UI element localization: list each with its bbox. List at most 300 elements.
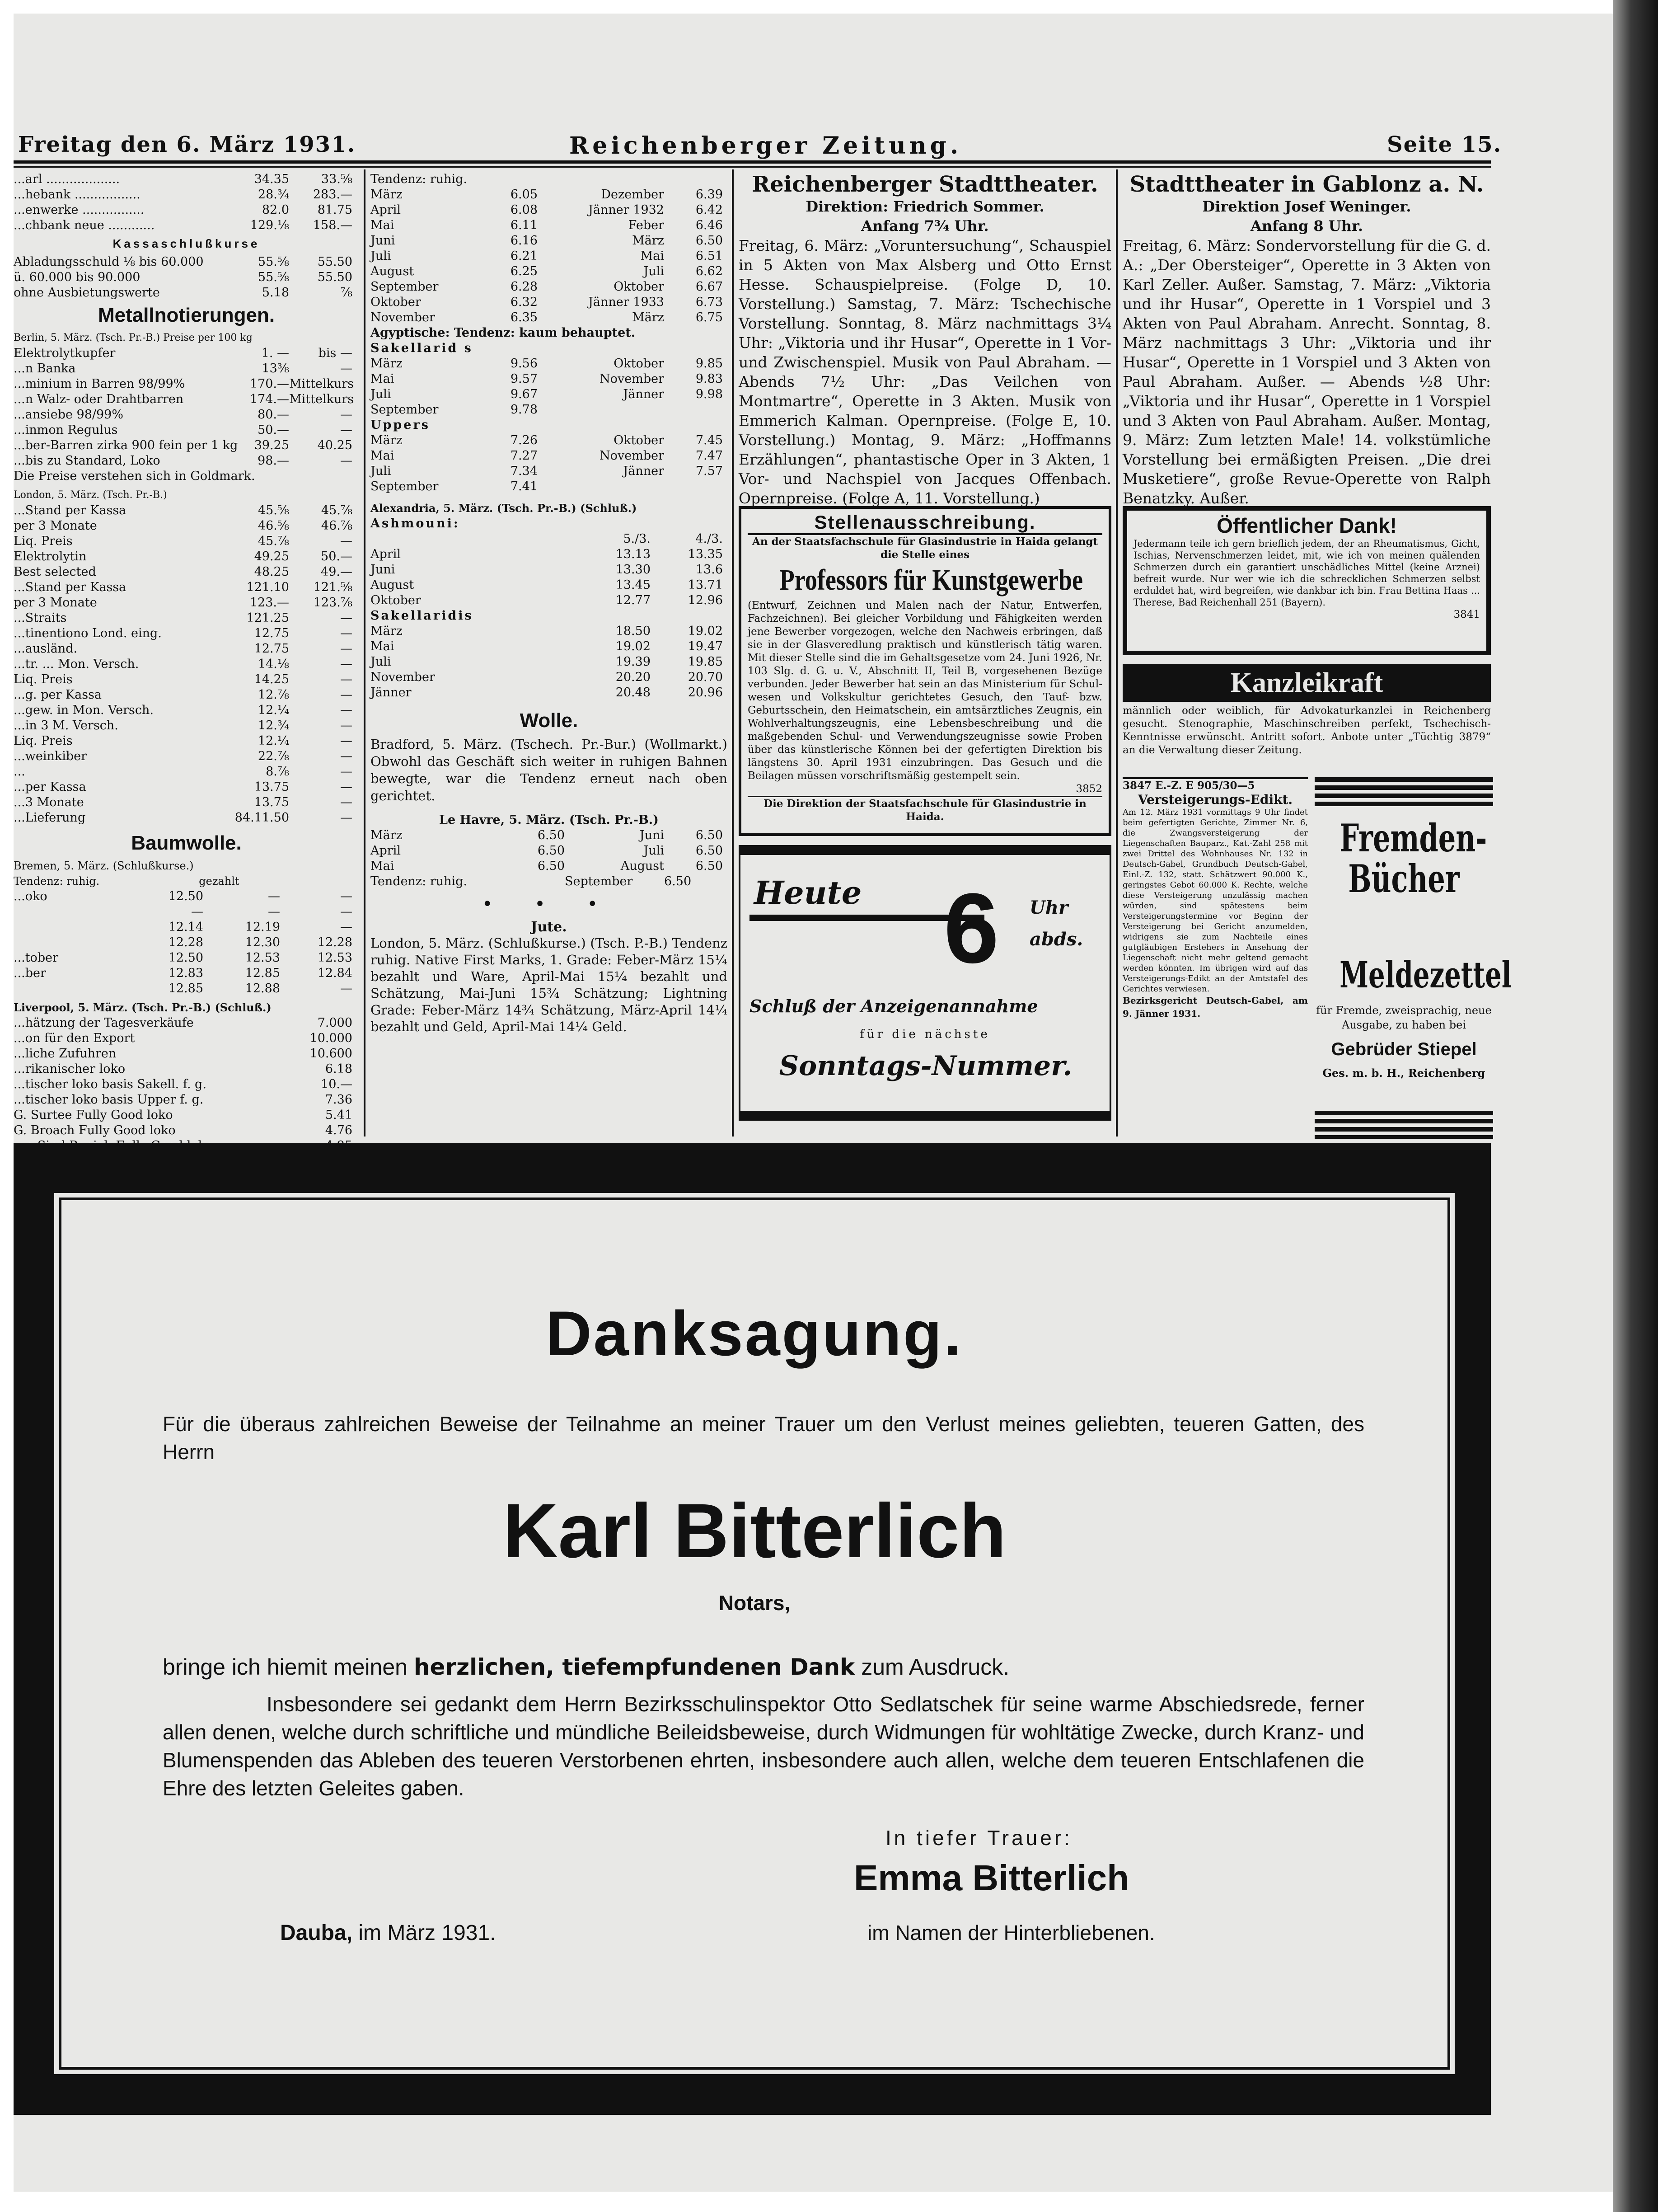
cell-a: 170.— (249, 377, 289, 391)
column-theater-reichenberg (739, 172, 1111, 508)
danksagung-ad (54, 1193, 1455, 2074)
cell-label: ...3 Monate (14, 795, 84, 809)
ad-uhr: Uhr abds. (1030, 897, 1083, 950)
ad-sonntag: Sonntags-Nummer. (779, 1050, 1073, 1082)
market-row (370, 371, 727, 387)
job-intro: An der Staatsfachschule für Glasindustrie in Haida gelangt die Stelle eines (752, 535, 1098, 561)
cell-b: 12.96 (688, 593, 723, 607)
deadline-ad-bottom-bar (740, 1111, 1110, 1119)
theater2-director: Direktion Josef Weninger. (1202, 198, 1411, 215)
edikt-title: Versteigerungs-Edikt. (1138, 792, 1293, 807)
market-row (14, 672, 359, 687)
cell-b: 12.30 (245, 935, 280, 949)
cell-b: 12.88 (245, 982, 280, 996)
cell-m2: Oktober (614, 433, 664, 447)
cell-m2: Jänner 1932 (588, 203, 664, 217)
danksagung-thanks (163, 1654, 1364, 1680)
cell-label: ...n Walz- oder Drahtbarren (14, 392, 184, 406)
market-row (14, 218, 359, 233)
cell-label: Elektrolytin (14, 549, 87, 564)
cell-a: 12.77 (615, 593, 651, 607)
edikt-sign: Bezirksgericht Deutsch-Gabel, am 9. Jänner 1931. (1123, 995, 1308, 1019)
danksagung-body: Insbesondere sei gedankt dem Herrn Bezirksschulinspektor Otto Sedlatschek für seine warme Abschiedsrede, ferner allen denen, welche durch schriftliche und mündliche Beileidsbeweise, durch Widmungen für wohltätige Zwecke, durch Kranz- und Blumenspenden das Ableben des teueren Verstorbenen ehrten, insbesondere auch allen, welche dem teueren Entschlafenen die Ehre des letzten Geleites gaben. (163, 1692, 1364, 1800)
market-row (14, 611, 359, 626)
cell-label: ...oko (14, 889, 47, 903)
cell-label: ...ber-Barren zirka 900 fein per 1 kg (14, 438, 238, 452)
market-row (14, 641, 359, 657)
header-rule-thin (14, 166, 1491, 168)
cell-m2: November (600, 372, 664, 386)
header-date: Freitag den 6. März 1931. (18, 132, 356, 157)
cell-label: Liq. Preis (14, 534, 73, 548)
place: Dauba, (280, 1921, 353, 1945)
cell-label: ...ansiebe 98/99% (14, 408, 124, 422)
cell-a: 46.⅝ (258, 519, 289, 533)
market-row (14, 626, 359, 641)
cell-v1: 6.08 (510, 203, 538, 217)
cell-v1: 6.05 (510, 188, 538, 202)
market-row (14, 595, 359, 611)
cell-b: Mittelkurs (289, 377, 354, 391)
market-row (14, 920, 359, 935)
edikt-ref: 3847 E.-Z. E 905/30—5 (1123, 777, 1308, 792)
cell-b: 19.85 (688, 655, 723, 669)
cell-b: — (340, 749, 352, 763)
ad-fuer: für die nächste (860, 1028, 990, 1041)
market-row (14, 187, 359, 202)
cell-a: 22.⅞ (258, 749, 289, 763)
cell-m1: September (370, 403, 439, 417)
cell-m: Oktober (370, 593, 421, 607)
market-row (14, 1108, 359, 1123)
newspaper-page (14, 14, 1613, 2192)
cell-a: 4.76 (325, 1123, 352, 1137)
column-markets-1 (14, 172, 359, 1230)
cell-m2: Jänner (623, 464, 664, 478)
job-ad (739, 506, 1111, 836)
cell-label: ...in 3 M. Versch. (14, 719, 118, 733)
market-row (14, 764, 359, 780)
cell-a: 12.75 (254, 642, 289, 656)
jute-text: London, 5. März. (Schlußkurse.) (Tsch. P.-B.) Tendenz ruhig. Native First Marks, 1. Grade: Feber-März 15¼ bezahlt und Ware, April-Mai 15¼ bezahlt und Schätzung, Mai-Juni 15¾ Schätzung; Lightning Grade: Feber-März 14¾ Schätzung, März-April 14¼ bezahlt und Geld, April-Mai 14¼ Geld. (370, 935, 727, 1034)
cell-b: 81.75 (317, 203, 352, 217)
masthead: Reichenberger Zeitung. (569, 132, 962, 160)
market-row (14, 172, 359, 187)
fremden-ad-top-bars (1315, 777, 1493, 809)
market-row (14, 270, 359, 285)
cell-b: 20.70 (688, 670, 723, 684)
cell-b: — (340, 657, 352, 671)
cell-m: Juni (370, 563, 395, 577)
danksagung-intro: Für die überaus zahlreichen Beweise der Teilnahme an meiner Trauer um den Verlust meines geliebten, teueren Gatten, des Herrn (163, 1412, 1364, 1464)
havre-sept-value: 6.50 (664, 874, 692, 888)
theater-title: Reichenberger Stadttheater. (752, 172, 1098, 197)
cotton-title: Baumwolle. (131, 832, 242, 854)
cell-b: 283.— (313, 188, 352, 202)
cell-a: 20.20 (615, 670, 651, 684)
cell-label: ...g. per Kassa (14, 688, 102, 702)
market-row (14, 950, 359, 966)
deceased-title: Notars, (718, 1591, 791, 1615)
cell-b: 55.50 (317, 270, 352, 284)
cell-a: 84.11.50 (234, 811, 289, 825)
column-rule (1116, 169, 1118, 1137)
job-title: Stellenausschreibung. (748, 512, 1102, 535)
cell-b: 158.— (313, 218, 352, 232)
market-row (370, 464, 727, 479)
cell-a: 8.⅞ (266, 765, 289, 779)
header-rule (14, 160, 1491, 164)
column-markets-2 (370, 172, 727, 1035)
cell-v2: 7.57 (695, 464, 723, 478)
cell-a: 13.75 (254, 795, 289, 809)
cell-label: ...per Kassa (14, 780, 86, 794)
market-row (14, 935, 359, 950)
cell-label: ...rikanischer loko (14, 1062, 126, 1076)
cell-b: Mittelkurs (289, 392, 354, 406)
market-row (370, 187, 727, 202)
cell-a: 13.30 (615, 563, 651, 577)
cell-label: ...inmon Regulus (14, 423, 118, 437)
kanzlei-ad (1123, 664, 1491, 757)
cell-b: — (340, 362, 352, 376)
cell-b: 12.85 (245, 966, 280, 980)
cell-label: ü. 60.000 bis 90.000 (14, 270, 141, 284)
cell-a: 55.⅝ (258, 255, 289, 269)
cell-a: 10.600 (309, 1047, 352, 1061)
deceased-name: Karl Bitterlich (502, 1488, 1007, 1574)
cell-b: — (340, 454, 352, 468)
family-line: im Namen der Hinterbliebenen. (867, 1921, 1155, 1944)
cell-v1: 6.32 (510, 295, 538, 309)
cell-v1: 6.35 (510, 310, 538, 324)
cell-v2: 6.62 (695, 264, 723, 278)
cell-v2: 9.85 (695, 357, 723, 371)
cell-a: 28.¾ (258, 188, 289, 202)
metal-title: Metallnotierungen. (98, 304, 275, 326)
cell-v2: 6.73 (695, 295, 723, 309)
ashmouni-label: Ashmouni: (370, 517, 460, 531)
market-row (14, 749, 359, 764)
cell-label: Liq. Preis (14, 672, 73, 686)
cell-b: 13.6 (695, 563, 723, 577)
cell-a: 12.28 (168, 935, 203, 949)
cell-a: 10.000 (309, 1031, 352, 1045)
cell-v2: 6.50 (695, 828, 723, 842)
cell-a: 98.— (258, 454, 289, 468)
cell-c: — (340, 920, 352, 934)
cell-m1: September (370, 280, 439, 294)
market-row (14, 780, 359, 795)
cell-m: April (370, 547, 401, 561)
cell-label: ... (14, 765, 25, 779)
cell-a: 20.48 (615, 686, 651, 700)
market-row (370, 233, 727, 249)
cell-v1: 6.50 (537, 828, 565, 842)
market-row (14, 438, 359, 453)
market-row (14, 795, 359, 810)
cell-m1: Mai (370, 859, 394, 873)
metal-rows (14, 346, 359, 484)
cell-b: 19.47 (688, 639, 723, 653)
sakel-label: Sakellarid s (370, 341, 473, 355)
market-row (370, 843, 727, 859)
cell-a: 13.75 (254, 780, 289, 794)
thanks-pre: bringe ich hiemit meinen (163, 1654, 407, 1680)
cell-label: ...enwerke ................ (14, 203, 145, 217)
cell-b: 40.25 (317, 438, 352, 452)
cell-m2: Juni (639, 828, 664, 842)
deadline-ad (739, 845, 1111, 1121)
cell-label: G. Surtee Fully Good loko (14, 1108, 173, 1122)
cell-label: ...chbank neue ............ (14, 218, 155, 232)
market-row (14, 1061, 359, 1077)
market-row (370, 202, 727, 218)
market-row (14, 687, 359, 703)
cell-b: 19.02 (688, 624, 723, 638)
uppers-rows (370, 433, 727, 494)
danksagung-title: Danksagung. (546, 1298, 963, 1369)
cell-v1: 9.56 (510, 357, 538, 371)
wool-text: Bradford, 5. März. (Tschech. Pr.-Bur.) (Wollmarkt.) Obwohl das Geschäft sich weiter in ruhigen Bahnen bewegte, war die Tendenz erneut nach oben gerichtet. (370, 737, 727, 803)
metal-subtitle: Berlin, 5. März. (Tsch. Pr.-B.) Preise per 100 kg (14, 332, 253, 343)
cell-m1: August (370, 264, 414, 278)
cell-label: G. Broach Fully Good loko (14, 1123, 176, 1137)
havre-sept: September (565, 874, 633, 888)
cell-b: — (340, 811, 352, 825)
cell-a: 14.25 (254, 672, 289, 686)
cell-v1: 9.78 (510, 403, 538, 417)
cell-v1: 9.57 (510, 372, 538, 386)
cell-label: ...gew. in Mon. Versch. (14, 703, 154, 717)
cell-label: Elektrolytkupfer (14, 346, 116, 360)
market-row (14, 285, 359, 301)
market-row (14, 423, 359, 438)
cell-m1: Mai (370, 218, 394, 232)
cell-v2: 6.46 (695, 218, 723, 232)
cell-v1: 6.16 (510, 234, 538, 248)
cell-b: — (340, 611, 352, 625)
cell-v1: 6.25 (510, 264, 538, 278)
havre-rows (370, 828, 727, 874)
fremden-title: Fremden-Bücher (1340, 816, 1487, 901)
cell-label: ...tinentiono Lond. eing. (14, 626, 162, 640)
cell-a: 82.0 (262, 203, 289, 217)
edikt (1123, 777, 1308, 1020)
jute-title: Jute. (531, 919, 567, 935)
cell-v2: 9.83 (695, 372, 723, 386)
cell-m1: September (370, 479, 439, 493)
cell-a: 50.— (258, 423, 289, 437)
cell-b: — (340, 423, 352, 437)
market-row (14, 361, 359, 376)
cell-label: ...Lieferung (14, 811, 86, 825)
cell-label: ...liche Zufuhren (14, 1047, 117, 1061)
cell-m1: Juli (370, 387, 391, 401)
cell-a: 7.36 (325, 1093, 352, 1107)
cell-v2: 7.47 (695, 449, 723, 463)
header-page: Seite 15. (1387, 132, 1502, 157)
cell-a: 7.000 (317, 1016, 352, 1030)
cell-b: 12.19 (245, 920, 280, 934)
cell-a: 55.⅝ (258, 270, 289, 284)
cell-b: 13.35 (688, 547, 723, 561)
market-row (14, 904, 359, 920)
cell-a: 123.— (249, 596, 289, 610)
cell-v2: 6.50 (695, 844, 723, 858)
market-row (370, 264, 727, 279)
cell-m1: Juli (370, 249, 391, 263)
market-row (14, 534, 359, 549)
cell-v2: 6.39 (695, 188, 723, 202)
cell-a: 12.14 (168, 920, 203, 934)
london-rows (14, 503, 359, 826)
aegypt-line: Agyptische: Tendenz: kaum behauptet. (370, 326, 636, 340)
cell-m2: Oktober (614, 280, 664, 294)
cell-label: ...n Banka (14, 362, 76, 376)
cell-m1: Juli (370, 464, 391, 478)
market-row (14, 703, 359, 718)
cell-v1: 9.67 (510, 387, 538, 401)
fremden-ad (1315, 777, 1512, 1139)
cell-label: ...tischer loko basis Sakell. f. g. (14, 1077, 206, 1091)
market-row (14, 1015, 359, 1031)
cell-label: ...tober (14, 951, 59, 965)
cell-m1: Mai (370, 449, 394, 463)
cell-b: — (340, 734, 352, 748)
theater-program: Freitag, 6. März: „Voruntersuchung“, Schauspiel in 5 Akten von Max Alsberg und Otto Ernst Hesse. Schauspielpreise. (Folge D, 10. Vorstellung.) Samstag, 7. März: Tschechische Vorstellung. Sonntag, 8. März nachmittags 3¼ Uhr: „Viktoria und ihr Husar“, Operette in 1 Vor- und Zwischenspiel. Musik von Paul Abraham. — Abends 7½ Uhr: „Das Veilchen von Montmartre“, Operette in 3 Akten. Musik von Emmerich Kalman. Opernpreise. (Folge E, 10. Vorstellung.) Montag, 9. März: „Hoffmanns Erzählungen“, phantastische Oper in 3 Akten, 1 Vor- und Nachspiel von Jacques Offenbach. Opernpreise. (Folge A, 11. Vorstellung.) (739, 237, 1111, 507)
cell-b: — (340, 795, 352, 809)
cell-a: 45.⅞ (258, 534, 289, 548)
market-row (14, 718, 359, 733)
sakel2-label: Sakellaridis (370, 609, 473, 623)
cell-b: — (268, 905, 280, 919)
cell-label: ...minium in Barren 98/99% (14, 377, 185, 391)
cell-b: 33.⅝ (321, 172, 352, 186)
cell-label: ...weinkiber (14, 749, 87, 763)
ashmouni-rows (370, 531, 727, 608)
cell-v2: 6.42 (695, 203, 723, 217)
cell-label: ...ausländ. (14, 642, 78, 656)
cell-v2: 6.50 (695, 859, 723, 873)
uppers-label: Uppers (370, 418, 430, 432)
kanzlei-title: Kanzleikraft (1123, 664, 1491, 702)
theater-start: Anfang 7¾ Uhr. (861, 217, 989, 235)
cell-m2: Mai (640, 249, 664, 263)
theater2-program: Freitag, 6. März: Sondervorstellung für die G. d. A.: „Der Obersteiger“, Operette in 3 Akten von Karl Zeller. Außer. Samstag, 7. März: „Viktoria und ihr Husar“, Operette in 1 Vorspiel und 3 Akten von Paul Abraham. Anrecht. Sonntag, 8. März nachmittags 3 Uhr: „Viktoria und ihr Husar“, Operette in 1 Vorspiel und 3 Akten von Paul Abraham. Außer. — Abends ½8 Uhr: „Viktoria und ihr Husar“, Operette in 1 Vorspiel und 3 Akten von Paul Abraham. Außer. Montag, 9. März: Zum letzten Male! 14. volkstümliche Vorstellung bei ermäßigten Preisen. „Die drei Musketiere“, große Revue-Operette von Ralph Benatzky. Außer. (1123, 237, 1491, 507)
market-row (14, 981, 359, 996)
market-row (14, 889, 359, 904)
cell-v1: 7.41 (510, 479, 538, 493)
cell-b: — (340, 780, 352, 794)
theater-director: Direktion: Friedrich Sommer. (806, 198, 1044, 215)
cell-a: 1. — (261, 346, 289, 360)
cell-b: 46.⅞ (321, 519, 352, 533)
cell-label: Best selected (14, 565, 96, 579)
futures-rows (370, 187, 727, 325)
cell-m2: Juli (643, 844, 664, 858)
kassa-title: Kassaschlußkurse (112, 237, 260, 250)
cell-a: 19.02 (615, 639, 651, 653)
cell-v2: 6.50 (695, 234, 723, 248)
market-row (14, 469, 359, 484)
cell-b: 55.50 (317, 255, 352, 269)
market-row (370, 279, 727, 295)
cell-c: 12.53 (317, 951, 352, 965)
cell-v1: 6.21 (510, 249, 538, 263)
cell-m2: Juli (643, 264, 664, 278)
cell-b: — (340, 626, 352, 640)
fremden-meldezettel: Meldezettel (1340, 953, 1512, 996)
cell-v1: 6.50 (537, 859, 565, 873)
cell-label: ...tischer loko basis Upper f. g. (14, 1093, 204, 1107)
tendenz: Tendenz: ruhig. (370, 172, 468, 186)
cell-label: ...arl ................... (14, 172, 120, 186)
cell-b: — (340, 688, 352, 702)
cell-v2: 9.98 (695, 387, 723, 401)
cell-b: — (340, 672, 352, 686)
cell-label: ohne Ausbietungswerte (14, 286, 160, 300)
cell-m1: März (370, 828, 403, 842)
cell-b: — (340, 642, 352, 656)
cell-m1: Mai (370, 372, 394, 386)
fremden-firm: Gebrüder Stiepel (1331, 1039, 1477, 1059)
cell-c: 12.28 (317, 935, 352, 949)
signer-name: Emma Bitterlich (854, 1858, 1129, 1898)
ad-six: 6 (944, 873, 999, 984)
cell-label: ...hebank ................. (14, 188, 141, 202)
cell-b: 121.⅝ (313, 580, 352, 594)
cell-b: 45.⅞ (321, 503, 352, 517)
cell-c: — (340, 982, 352, 996)
cell-m2: Feber (628, 218, 664, 232)
kassa-rows (14, 254, 359, 301)
fremden-text: für Fremde, zweisprachig, neue Ausgabe, zu haben bei (1316, 1004, 1492, 1031)
thanks-ad-title: Öffentlicher Dank! (1217, 514, 1397, 537)
cell-label: per 3 Monate (14, 596, 97, 610)
cell-m2: November (600, 449, 664, 463)
cell-m1: Oktober (370, 295, 421, 309)
cell-m1: März (370, 188, 403, 202)
market-row (370, 578, 727, 593)
cell-a: 45.⅝ (258, 503, 289, 517)
cell-label: Liq. Preis (14, 734, 73, 748)
market-row (370, 624, 727, 639)
cell-a: 5.18 (262, 286, 289, 300)
market-row (370, 402, 727, 418)
theater2-start: Anfang 8 Uhr. (1250, 217, 1363, 235)
market-row (14, 346, 359, 361)
london-subtitle: London, 5. März. (Tsch. Pr.-B.) (14, 489, 167, 501)
havre-tendenz: Tendenz: ruhig. (370, 874, 468, 888)
cell-b: 12.53 (245, 951, 280, 965)
thanks-ad-text: Jedermann teile ich gern brieflich jedem, der an Rheumatismus, Gicht, Ischias, Nervenschmerzen leidet, mit, wie ich von meinen quälenden Schmerzen durch ein garantiert unschädliches Mittel (keine Arznei) befreit wurde. Nur wer wie ich die schrecklichen Schmerzen selbst erduldet hat, wird begreifen, wie dankbar ich bin. Frau Bettina Haas ... Therese, Bad Reichenhall 251 (Bayern). (1133, 538, 1480, 608)
ad-schluss: Schluß der Anzeigenannahme (749, 996, 1038, 1016)
market-row (14, 254, 359, 270)
cell-label: ...on für den Export (14, 1031, 135, 1045)
market-row (370, 310, 727, 325)
cell-b: — (340, 534, 352, 548)
stock-rows (14, 172, 359, 233)
cell-v1: 6.28 (510, 280, 538, 294)
cell-a: 6.18 (325, 1062, 352, 1076)
cell-a: 13.45 (615, 578, 651, 592)
cell-m2: Jänner (623, 387, 664, 401)
cell-a: 5.41 (325, 1108, 352, 1122)
market-row (14, 453, 359, 469)
liverpool-subtitle: Liverpool, 5. März. (Tsch. Pr.-B.) (Schluß.) (14, 1001, 272, 1014)
column-rule (364, 169, 365, 1137)
